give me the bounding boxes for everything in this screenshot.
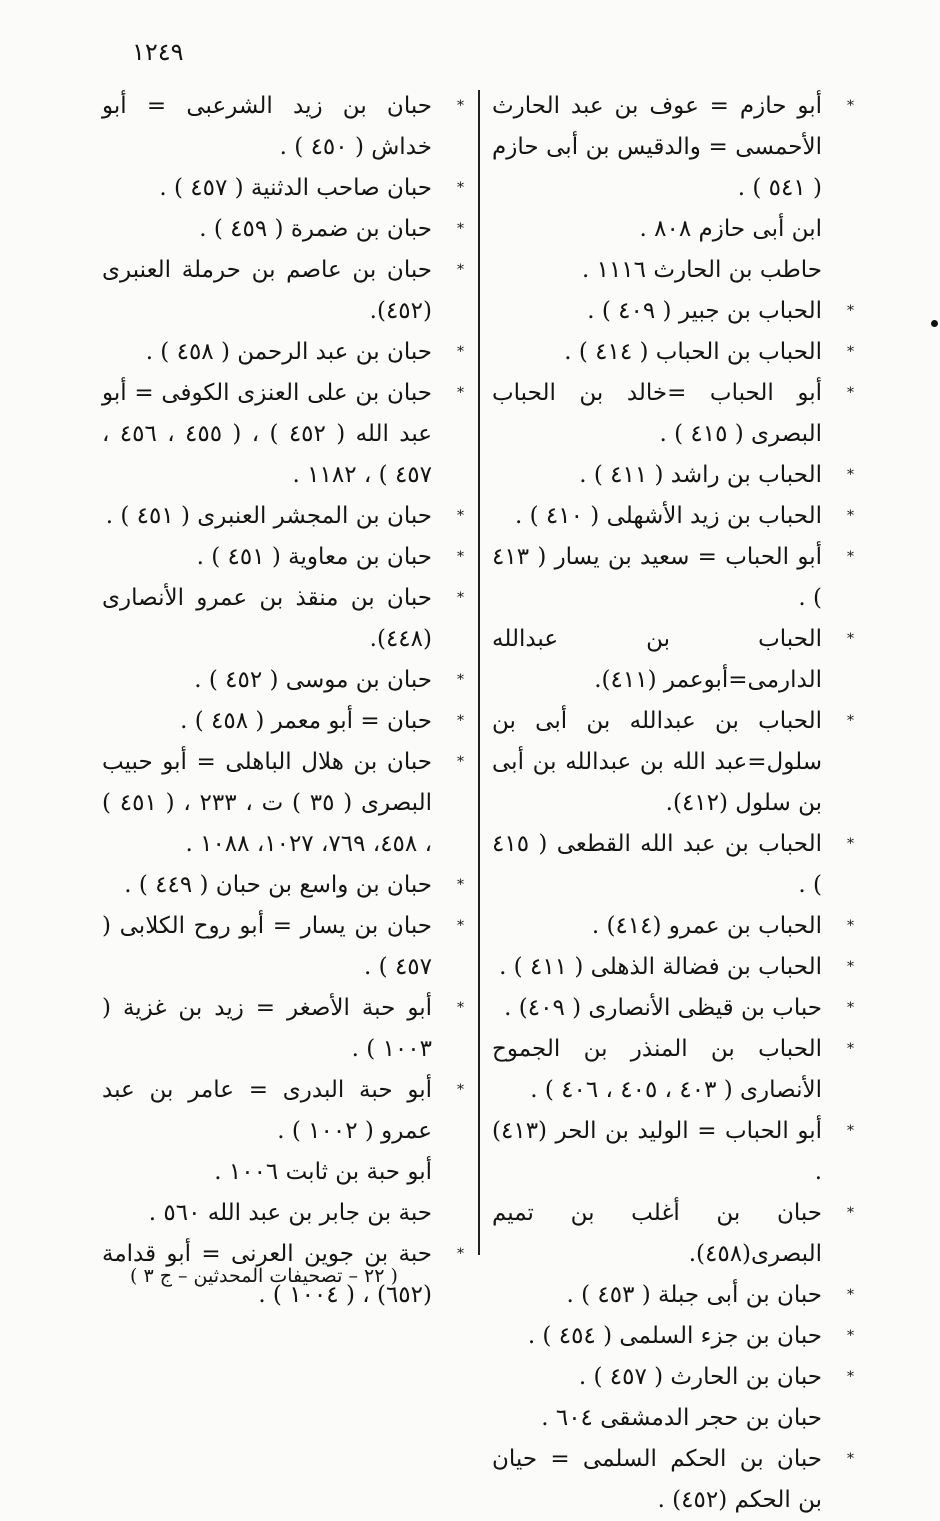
index-entry: * أبو حازم = عوف بن عبد الحارث الأحمسى = والدقيس بن أبى حازم ( ٥٤١ ) .	[492, 86, 822, 209]
index-entry: * حبان صاحب الدثنية ( ٤٥٧ ) .	[102, 168, 432, 209]
index-entry: * الحباب بن راشد ( ٤١١ ) .	[492, 455, 822, 496]
index-entry: * حبان بن على العنزى الكوفى = أبو عبد الله ( ٤٥٢ ) ، ( ٤٥٥ ، ٤٥٦ ، ٤٥٧ ) ، ١١٨٢ .	[102, 373, 432, 496]
index-entry: * حبان بن واسع بن حبان ( ٤٤٩ ) .	[102, 865, 432, 906]
page-number: ١٢٤٩	[132, 38, 184, 66]
index-entry: * الحباب بن جبير ( ٤٠٩ ) .	[492, 291, 822, 332]
index-entry: * الحباب بن عمرو (٤١٤) .	[492, 906, 822, 947]
index-entry: * حباب بن قيظى الأنصارى ( ٤٠٩) .	[492, 988, 822, 1029]
left-column	[102, 86, 432, 1316]
column-divider	[478, 90, 480, 1255]
index-entry: حبان بن حجر الدمشقى ٦٠٤ .	[541, 1405, 822, 1431]
index-entry: * حبان بن عاصم بن حرملة العنبرى (٤٥٢).	[102, 250, 432, 332]
index-entry: * حبان بن أغلب بن تميم البصرى(٤٥٨).	[492, 1193, 822, 1275]
index-entry: * حبان بن الحكم السلمى = حيان بن الحكم (٤٥٢) .	[492, 1439, 822, 1521]
index-entry: * حبان بن هلال الباهلى = أبو حبيب البصرى ( ٣٥ ) ت ، ٢٣٣ ، ( ٤٥١ ) ، ٤٥٨، ٧٦٩، ١٠٢٧، ١٠٨٨ .	[102, 742, 432, 865]
index-entry: * حبان بن يسار = أبو روح الكلابى ( ٤٥٧ ) .	[102, 906, 432, 988]
index-entry: * حبان بن ضمرة ( ٤٥٩ ) .	[102, 209, 432, 250]
index-entry: * حبان بن الحارث ( ٤٥٧ ) .	[492, 1357, 822, 1398]
index-entry: * حبان بن جزء السلمى ( ٤٥٤ ) .	[492, 1316, 822, 1357]
index-entry: * حبان بن معاوية ( ٤٥١ ) .	[102, 537, 432, 578]
index-entry: * الحباب بن زيد الأشهلى ( ٤١٠ ) .	[492, 496, 822, 537]
index-entry: * أبو الحباب = سعيد بن يسار ( ٤١٣ ) .	[492, 537, 822, 619]
index-entry: * الحباب بن الحباب ( ٤١٤ ) .	[492, 332, 822, 373]
index-entry: * حبان بن عبد الرحمن ( ٤٥٨ ) .	[102, 332, 432, 373]
index-entry: * أبو حبة الأصغر = زيد بن غزية ( ١٠٠٣ ) .	[102, 988, 432, 1070]
index-entry: * الحباب بن عبدالله بن أبى بن سلول=عبد الله بن عبدالله بن أبى بن سلول (٤١٢).	[492, 701, 822, 824]
index-entry: * حبان بن أبى جبلة ( ٤٥٣ ) .	[492, 1275, 822, 1316]
index-entry: حبة بن جابر بن عبد الله ٥٦٠ .	[148, 1200, 432, 1226]
index-entry: أبو حبة بن ثابت ١٠٠٦ .	[214, 1159, 432, 1185]
index-entry: * حبة بن جوين العرنى = أبو قدامة (٦٥٢) ، ( ١٠٠٤ ) .	[102, 1234, 432, 1316]
index-entry: * أبو حبة البدرى = عامر بن عبد عمرو ( ١٠٠٢ ) .	[102, 1070, 432, 1152]
index-entry: * حبان بن المجشر العنبرى ( ٤٥١ ) .	[102, 496, 432, 537]
index-entry: ابن أبى حازم ٨٠٨ .	[639, 216, 822, 242]
margin-mark	[931, 320, 938, 327]
index-entry: * الحباب بن المنذر بن الجموح الأنصارى ( ٤٠٣ ، ٤٠٥ ، ٤٠٦ ) .	[492, 1029, 822, 1111]
index-entry: حاطب بن الحارث ١١١٦ .	[581, 257, 822, 283]
page-footer: ( ٢٢ – تصحيفات المحدثين – ج ٣ )	[130, 1265, 398, 1287]
index-entry: * الحباب بن فضالة الذهلى ( ٤١١ ) .	[492, 947, 822, 988]
index-entry: * حبان بن زيد الشرعبى = أبو خداش ( ٤٥٠ ) .	[102, 86, 432, 168]
index-entry: * أبو الحباب =خالد بن الحباب البصرى ( ٤١٥ ) .	[492, 373, 822, 455]
right-column	[492, 86, 822, 1521]
index-entry: * أبو الحباب = الوليد بن الحر (٤١٣) .	[492, 1111, 822, 1193]
index-entry: * الحباب بن عبد الله القطعى ( ٤١٥ ) .	[492, 824, 822, 906]
index-entry: * حبان = أبو معمر ( ٤٥٨ ) .	[102, 701, 432, 742]
index-entry: * حبان بن موسى ( ٤٥٢ ) .	[102, 660, 432, 701]
index-entry: * الحباب بن عبدالله الدارمى=أبوعمر (٤١١).	[492, 619, 822, 701]
index-entry: * حبان بن منقذ بن عمرو الأنصارى (٤٤٨).	[102, 578, 432, 660]
